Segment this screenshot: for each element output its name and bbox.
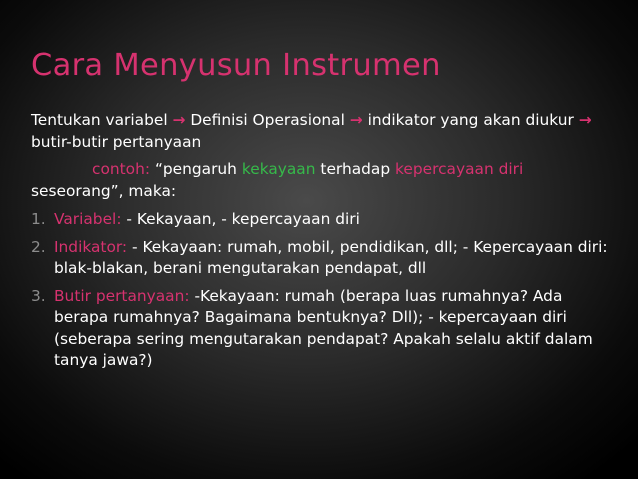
arrow-right-icon: → [349,111,363,129]
intro-paragraph [31,110,616,153]
example-open: “pengaruh [154,160,237,178]
example-highlight-1: kekayaan [241,160,316,178]
intro-step-3: indikator yang akan diukur [367,111,574,129]
intro-step-2: Definisi Operasional [190,111,345,129]
intro-step-1: Tentukan variabel [31,111,168,129]
example-rest: seseorang”, maka: [31,181,177,200]
intro-step-4: butir-butir pertanyaan [31,132,202,151]
list-number: 1. [31,210,46,228]
list-item [31,209,616,231]
steps-list [31,209,616,372]
list-item-label: Variabel: [54,210,122,228]
arrow-right-icon: → [172,111,186,129]
list-item [31,237,616,280]
list-number: 3. [31,286,46,305]
arrow-right-icon: → [578,111,592,129]
list-item-text: -Kekayaan: rumah (berapa luas rumahnya? Ada berapa rumahnya? Bagaimana bentuknya? Dll); - kepercayaan diri (seberapa sering mengutarakan pendapat? Apakah selalu aktif dalam tanya jawa?) [54,286,593,369]
list-item-text: - Kekayaan, - kepercayaan diri [126,210,360,228]
example-mid: terhadap [320,160,391,178]
slide-body [31,110,616,378]
list-item [31,286,616,372]
example-label: contoh: [92,160,151,178]
list-number: 2. [31,237,46,256]
list-item-label: Butir pertanyaan: [54,286,190,305]
list-item-text: - Kekayaan: rumah, mobil, pendidikan, dll; - Kepercayaan diri: blak-blakan, berani mengutarakan pendapat, dll [54,237,608,277]
slide-title: Cara Menyusun Instrumen [31,48,441,83]
list-item-label: Indikator: [54,237,128,256]
example-paragraph [31,159,616,202]
example-highlight-2: kepercayaan diri [395,160,524,178]
